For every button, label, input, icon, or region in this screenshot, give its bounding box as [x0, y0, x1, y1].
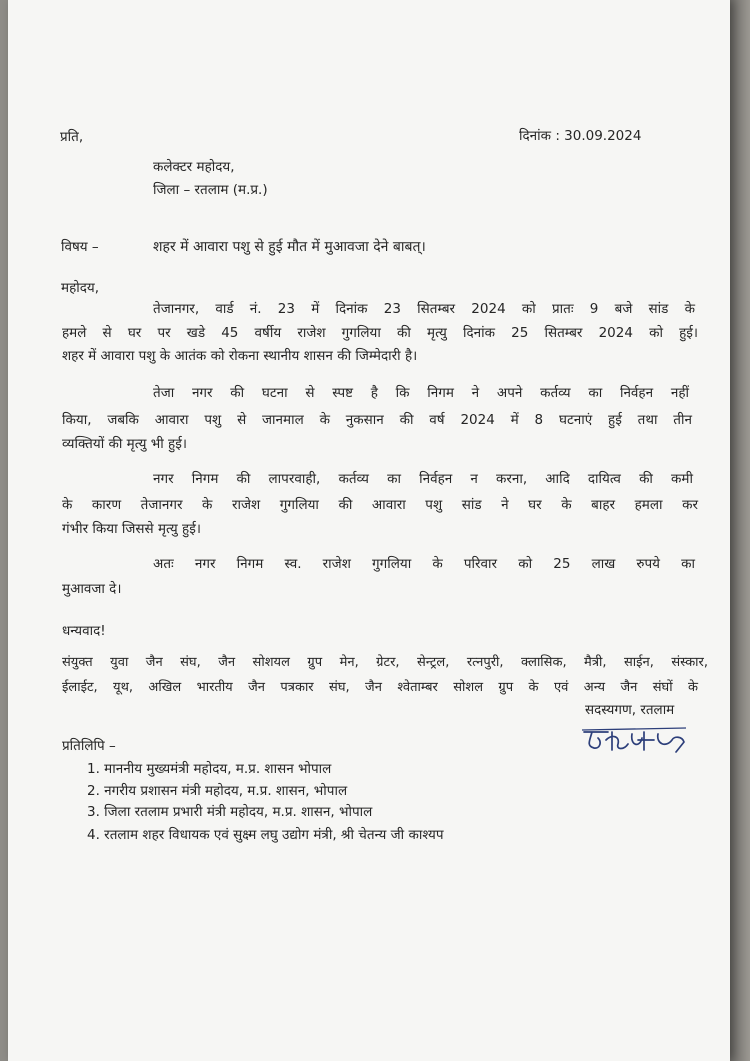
para2-line-2: किया, जबकि आवारा पशु से जानमाल के नुकसान की वर्ष 2024 में 8 घटनाएं हुई तथा तीन	[62, 412, 692, 428]
to-label: प्रति,	[60, 129, 84, 145]
recipient-line-1: कलेक्टर महोदय,	[153, 159, 235, 175]
para3-line-1: नगर निगम की लापरवाही, कर्तव्य का निर्वहन न करना, आदि दायित्व की कमी	[153, 471, 693, 487]
cc-item-3: 3. जिला रतलाम प्रभारी मंत्री महोदय, म.प्र. शासन, भोपाल	[87, 804, 373, 820]
subject-label: विषय –	[61, 239, 99, 255]
sender-line-1: संयुक्त युवा जैन संघ, जैन सोशयल ग्रुप मेन, ग्रेटर, सेन्ट्रल, रत्नपुरी, क्लासिक, मैत्री, साईन, संस्कार,	[62, 655, 708, 670]
date-label: दिनांक : 30.09.2024	[519, 128, 642, 144]
para3-line-2: के कारण तेजानगर के राजेश गुगलिया की आवारा पशु सांड ने घर के बाहर हमला कर	[62, 497, 698, 513]
subject-text: शहर में आवारा पशु से हुई मौत में मुआवजा देने बाबत्।	[153, 239, 426, 255]
para2-line-3: व्यक्तियों की मृत्यु भी हुई।	[62, 436, 187, 452]
background-edge	[728, 0, 750, 1061]
para3-line-3: गंभीर किया जिससे मृत्यु हुई।	[62, 521, 201, 537]
thanks: धन्यवाद!	[62, 623, 106, 639]
signature	[578, 722, 688, 758]
para4-line-1: अतः नगर निगम स्व. राजेश गुगलिया के परिवार को 25 लाख रुपये का	[153, 556, 695, 572]
salutation: महोदय,	[61, 280, 100, 296]
cc-item-1: 1. माननीय मुख्यमंत्री महोदय, म.प्र. शासन भोपाल	[87, 761, 332, 777]
sender-line-3: सदस्यगण, रतलाम	[585, 702, 675, 718]
para2-line-1: तेजा नगर की घटना से स्पष्ट है कि निगम ने अपने कर्तव्य का निर्वहन नहीं	[153, 385, 689, 401]
cc-label: प्रतिलिपि –	[62, 738, 116, 754]
para1-line-2: हमले से घर पर खडे 45 वर्षीय राजेश गुगलिया की मृत्यु दिनांक 25 सितम्बर 2024 को हुई।	[62, 325, 698, 341]
recipient-line-2: जिला – रतलाम (म.प्र.)	[153, 182, 268, 198]
para4-line-2: मुआवजा दे।	[62, 581, 122, 597]
para1-line-3: शहर में आवारा पशु के आतंक को रोकना स्थानीय शासन की जिम्मेदारी है।	[62, 348, 418, 364]
cc-item-4: 4. रतलाम शहर विधायक एवं सुक्ष्म लघु उद्योग मंत्री, श्री चेतन्य जी काश्यप	[87, 827, 444, 843]
para1-line-1: तेजानगर, वार्ड नं. 23 में दिनांक 23 सितम्बर 2024 को प्रातः 9 बजे सांड के	[153, 301, 695, 317]
sender-line-2: ईलाईट, यूथ, अखिल भारतीय जैन पत्रकार संघ, जैन श्वेताम्बर सोशल ग्रुप के एवं अन्य जैन संघों के	[62, 680, 698, 695]
cc-item-2: 2. नगरीय प्रशासन मंत्री महोदय, म.प्र. शासन, भोपाल	[87, 783, 348, 799]
